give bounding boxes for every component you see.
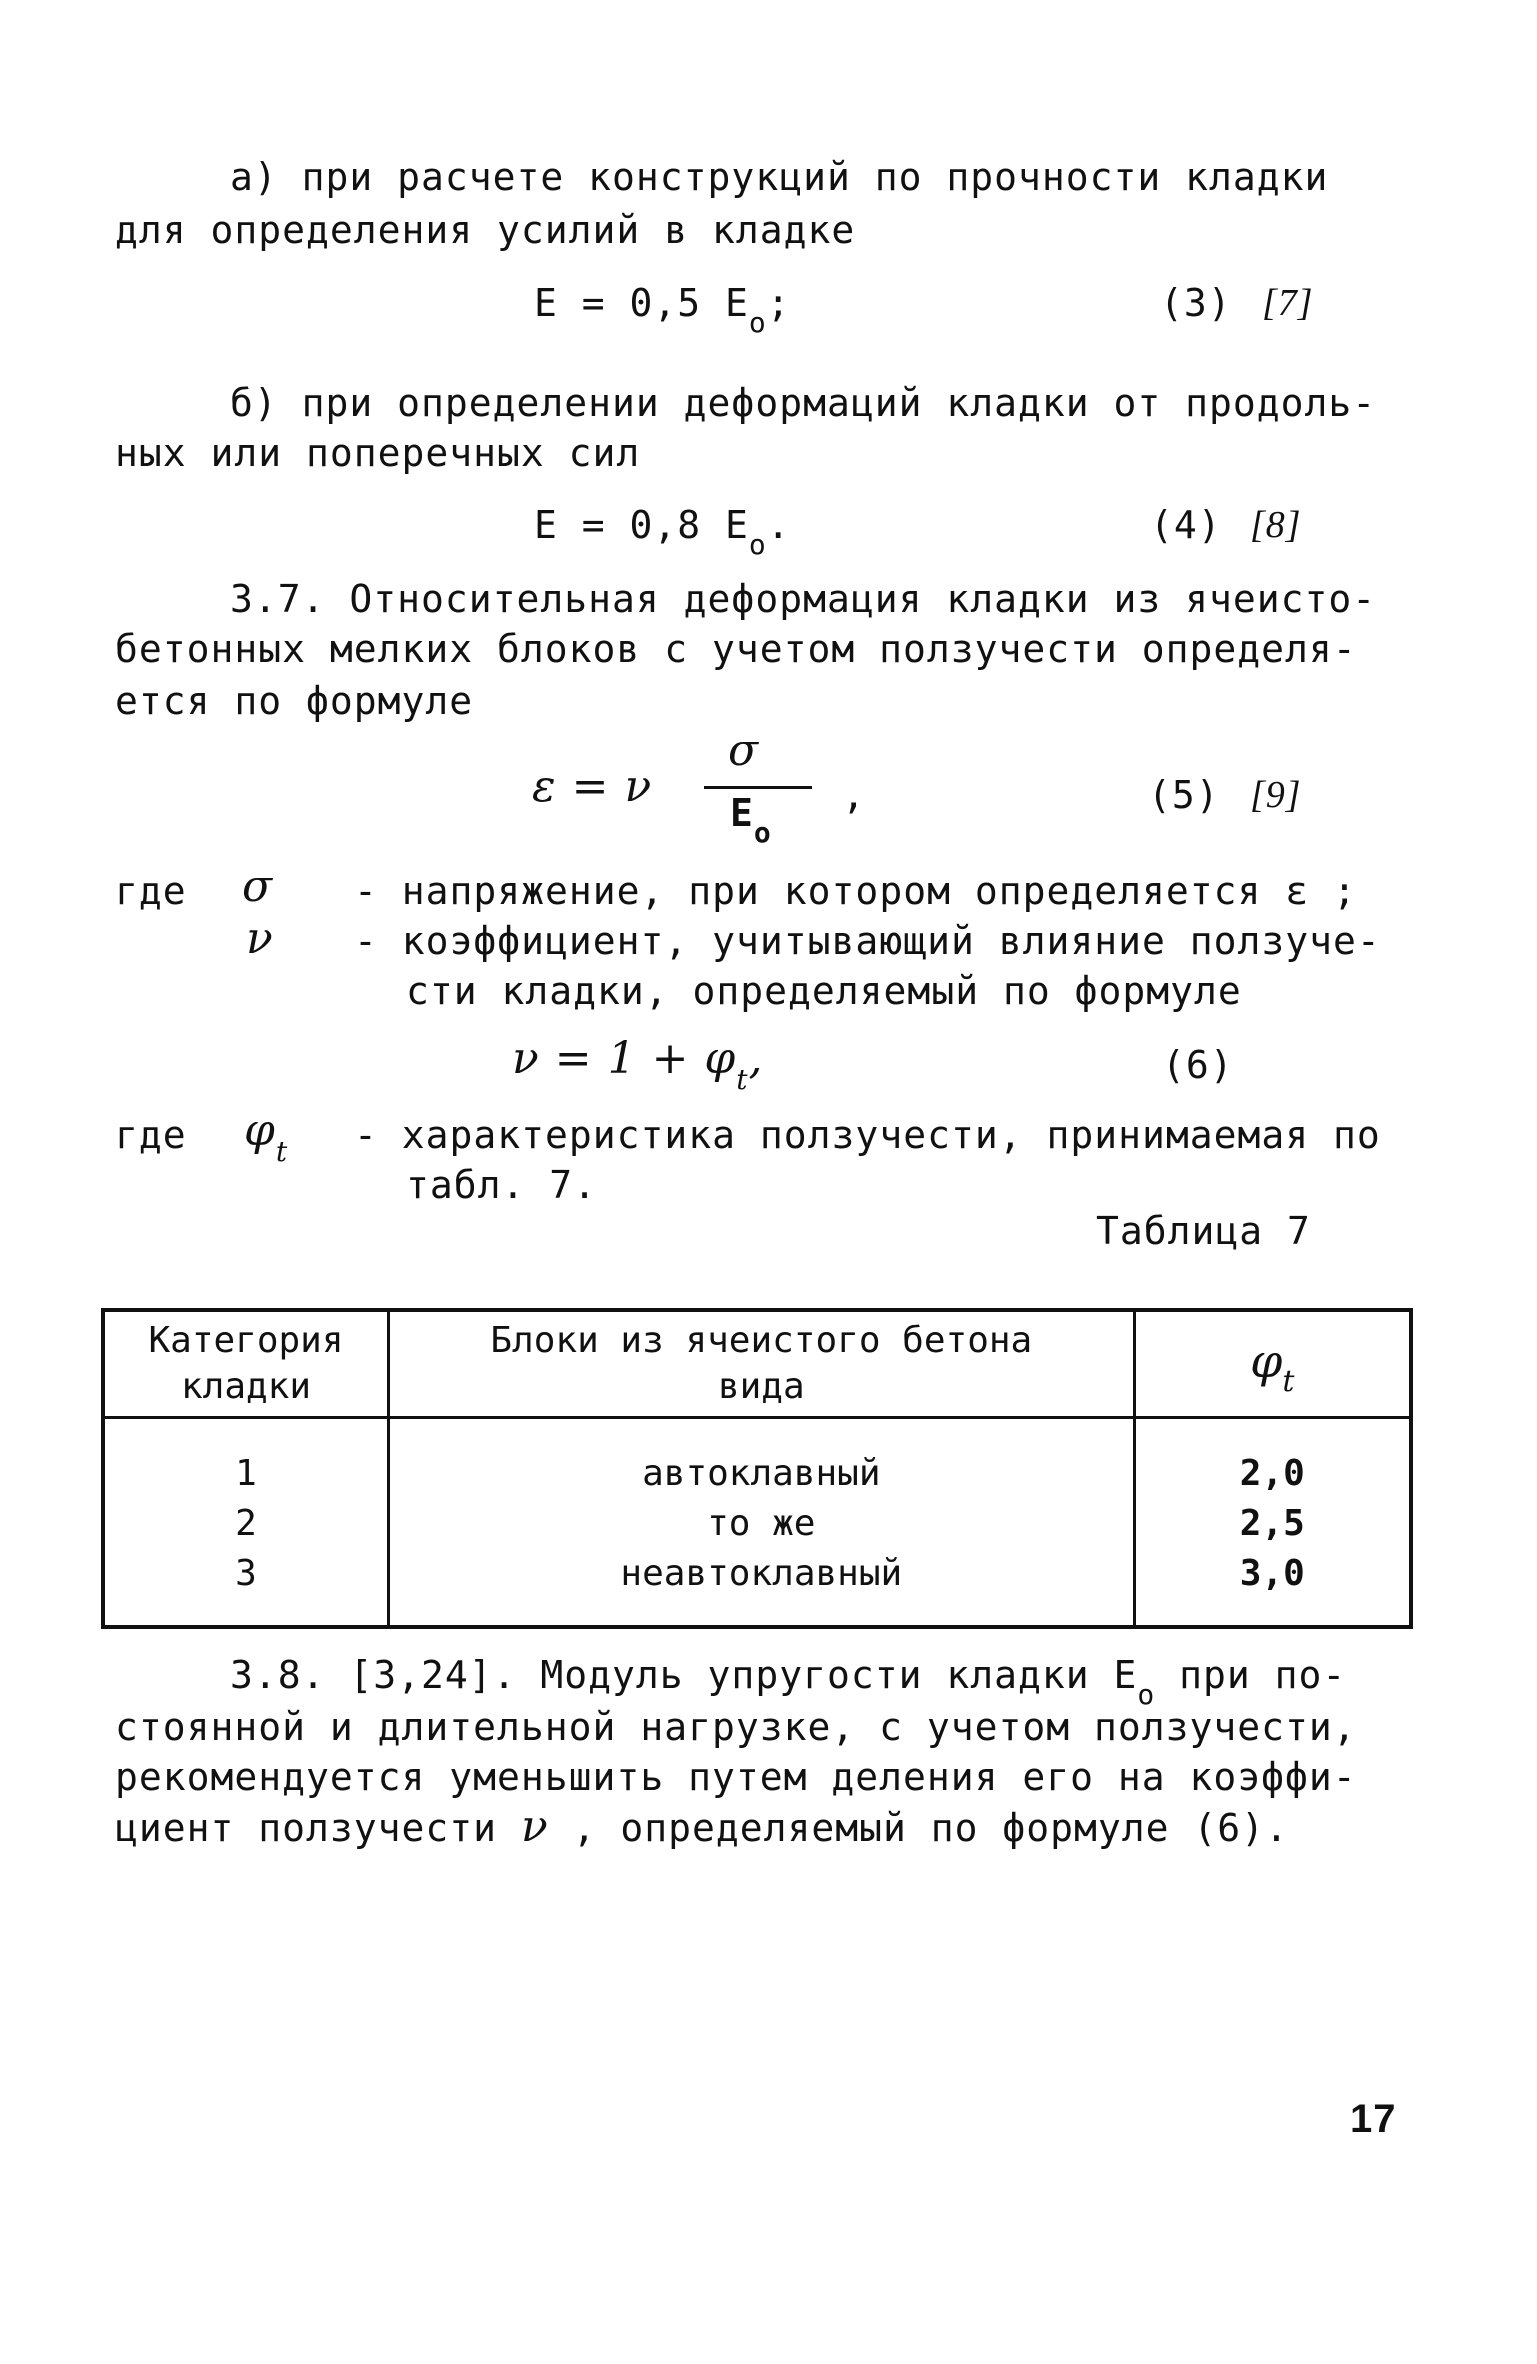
where-symbol-nu: ν	[246, 913, 274, 964]
where-phi-text-2: табл. 7.	[406, 1163, 598, 1207]
formula-4-ref: [8]	[1250, 504, 1302, 546]
header-blocks	[389, 1310, 1135, 1418]
formula-5-numerator: σ	[728, 725, 760, 776]
header-phi	[1134, 1310, 1411, 1418]
para-b-line1: б) при определении деформаций кладки от продоль-	[230, 381, 1377, 425]
formula-4: E = 0,8 $E_o$.	[534, 503, 791, 561]
table-cell-type: неавтоклавный	[620, 1553, 903, 1594]
formula-5-denominator: $E_o$	[730, 791, 772, 849]
table-cell-value: 2,0	[1239, 1453, 1305, 1494]
type-column	[389, 1418, 1135, 1628]
formula-6-number: (6)	[1162, 1043, 1234, 1087]
section-3-7-line3: ется по формуле	[115, 679, 474, 723]
table-cell-category: 3	[235, 1553, 257, 1594]
section-3-7-line1: 3.7. Относительная деформация кладки из ячеисто-	[230, 577, 1377, 621]
where-sigma-text: - напряжение, при котором определяется ε ;	[354, 869, 1357, 913]
where-label-1: где	[115, 869, 187, 913]
table-cell-type: автоклавный	[642, 1453, 881, 1494]
where-label-2: где	[115, 1113, 187, 1157]
where-symbol-sigma: σ	[242, 861, 274, 912]
para-a-line2: для определения усилий в кладке	[115, 208, 856, 252]
formula-3-number: (3)	[1160, 281, 1232, 325]
table-cell-category: 1	[235, 1453, 257, 1494]
formula-5-lhs: ε = ν	[532, 761, 653, 812]
section-3-8-line4: циент ползучести ν , определяемый по формуле (6).	[115, 1801, 1289, 1852]
table-cell-type: то же	[707, 1503, 816, 1544]
category-column	[103, 1418, 389, 1628]
header-blocks-line1: Блоки из ячеистого бетона	[490, 1320, 1033, 1361]
header-category-line2: кладки	[180, 1366, 312, 1407]
section-3-8-line2: стоянной и длительной нагрузке, с учетом ползучести,	[115, 1705, 1357, 1749]
section-3-8-line1: 3.8. [3,24]. Модуль упругости кладки $E_o$ при по-	[230, 1653, 1347, 1711]
formula-4-number: (4)	[1150, 503, 1222, 547]
where-symbol-phi: $\varphi_t$	[244, 1105, 289, 1168]
table-caption: Таблица 7	[1096, 1209, 1311, 1253]
formula-5-tail: ,	[842, 773, 866, 817]
formula-5-number: (5)	[1148, 773, 1220, 817]
table-cell-value: 2,5	[1239, 1503, 1305, 1544]
header-category-line1: Категория	[148, 1320, 344, 1361]
para-a-line1: а) при расчете конструкций по прочности кладки	[230, 155, 1329, 199]
formula-3-ref: [7]	[1262, 282, 1314, 324]
table-cell-category: 2	[235, 1503, 257, 1544]
formula-6: $\nu = 1 + \varphi_t$,	[512, 1033, 764, 1096]
header-phi-symbol: $\varphi_t$	[1250, 1333, 1295, 1399]
header-category	[103, 1310, 389, 1418]
formula-5-ref: [9]	[1250, 774, 1302, 816]
para-b-line2: ных или поперечных сил	[115, 431, 641, 475]
table-7	[101, 1308, 1413, 1629]
value-column	[1134, 1418, 1411, 1628]
section-3-8-line3: рекомендуется уменьшить путем деления его на коэффи-	[115, 1755, 1357, 1799]
page-number: 17	[1350, 2097, 1397, 2141]
section-3-7-line2: бетонных мелких блоков с учетом ползучести определя-	[115, 627, 1357, 671]
table-cell-value: 3,0	[1239, 1553, 1305, 1594]
table-header-row	[103, 1310, 1411, 1418]
header-blocks-line2: вида	[717, 1366, 805, 1407]
where-phi-text-1: - характеристика ползучести, принимаемая по	[354, 1113, 1381, 1157]
where-nu-text-2: сти кладки, определяемый по формуле	[406, 969, 1242, 1013]
table-body-row	[103, 1418, 1411, 1628]
where-nu-text-1: - коэффициент, учитывающий влияние ползуче-	[354, 919, 1381, 963]
formula-3: E = 0,5 $E_o$;	[534, 281, 791, 339]
